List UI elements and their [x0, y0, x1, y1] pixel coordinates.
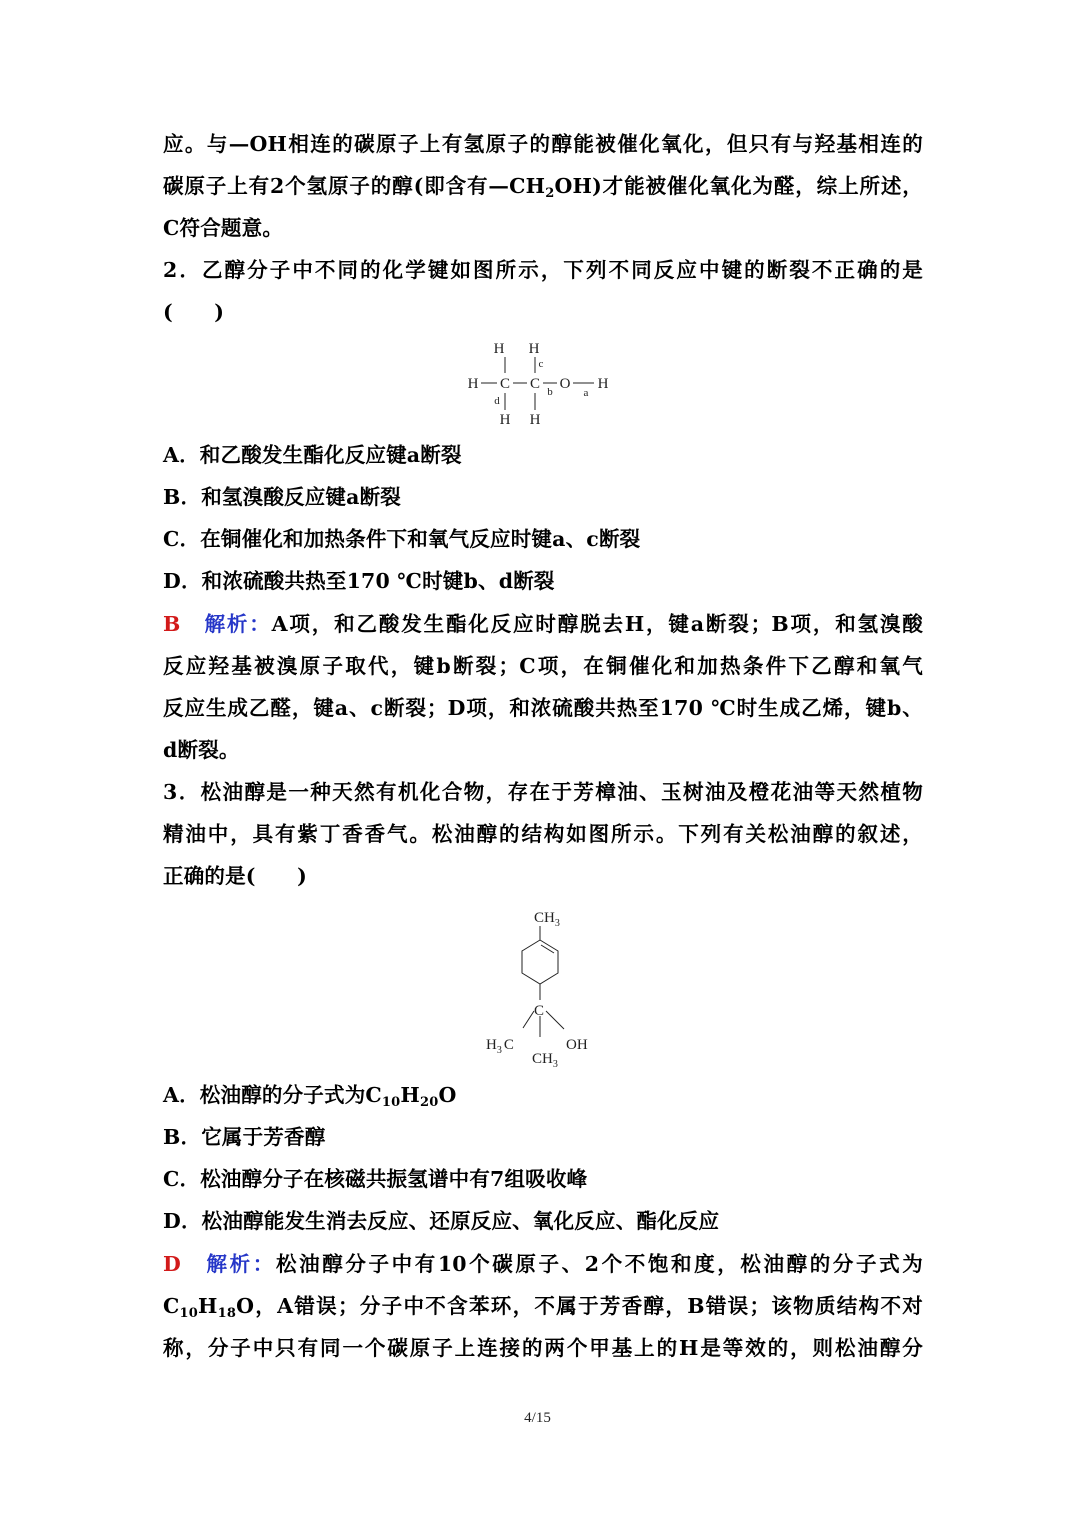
intro-line-2: 碳原子上有2个氢原子的醇(即含有$—CH_2OH$)才能被催化氧化为醛，综上所述， [163, 174, 923, 201]
q2-answer: B [163, 612, 181, 636]
q2-option-c: C．在铜催化和加热条件下和氧气反应时键a、c断裂 [163, 527, 641, 551]
bond-label-c: c [538, 358, 544, 370]
terpineol-structure-figure [480, 900, 600, 1072]
q2-analysis-line-2: 反应羟基被溴原子取代，键b断裂；C项，在铜催化和加热条件下乙醇和氧气 [163, 654, 923, 678]
q2-stem-line-1: 2．乙醇分子中不同的化学键如图所示，下列不同反应中键的断裂不正确的是 [163, 258, 923, 282]
q2-option-b: B．和氢溴酸反应键a断裂 [163, 485, 402, 509]
atom-o: O [559, 376, 571, 392]
left-methyl-label: $H_3$ C [486, 1037, 514, 1056]
bond-label-b: b [547, 386, 553, 398]
q2-analysis-line-4: d断裂。 [163, 738, 240, 762]
q2-option-a: A．和乙酸发生酯化反应键a断裂 [163, 443, 462, 467]
intro-line-3: C符合题意。 [163, 216, 284, 240]
atom-h-bottom-right: H [529, 412, 541, 428]
bond-label-d: d [494, 395, 500, 407]
q2-analysis-line-3: 反应生成乙醛，键a、c断裂；D项，和浓硫酸共热至170 ℃时生成乙烯，键b、 [163, 696, 923, 720]
atom-h-left: H [467, 376, 479, 392]
q3-option-b: B．它属于芳香醇 [163, 1125, 326, 1149]
q2-analysis-label: 解析： [204, 612, 272, 636]
atom-h-top-left: H [493, 341, 505, 357]
q2-stem-line-2: ( ) [163, 300, 225, 324]
q3-analysis-label: 解析： [206, 1252, 276, 1276]
hydroxyl-label: OH [566, 1037, 588, 1053]
page-number: 4/15 [524, 1410, 551, 1426]
q3-analysis-line-2: $C_{10}H_{18}O$，A错误；分子中不含苯环，不属于芳香醇，B错误；该物质结构不对 [163, 1294, 923, 1321]
atom-h-bottom-left: H [499, 412, 511, 428]
q3-analysis-line-3: 称，分子中只有同一个碳原子上连接的两个甲基上的H是等效的，则松油醇分 [163, 1336, 923, 1360]
atom-c2: C [529, 376, 541, 392]
central-carbon-label: C [534, 1003, 545, 1019]
atom-h-right: H [597, 376, 609, 392]
q3-option-a: A．松油醇的分子式为$C_{10}H_{20}O$ [163, 1083, 457, 1110]
atom-h-top-right: H [528, 341, 540, 357]
bottom-methyl-label: $CH_3$ [532, 1051, 558, 1070]
q3-stem-line-3: 正确的是( ) [163, 864, 307, 888]
atom-c1: C [499, 376, 511, 392]
ethanol-structure-figure [460, 335, 620, 430]
top-methyl-label: $CH_3$ [534, 910, 560, 929]
q3-stem-line-2: 精油中，具有紫丁香香气。松油醇的结构如图所示。下列有关松油醇的叙述， [163, 822, 923, 846]
q3-analysis-line-1: D 解析：松油醇分子中有10个碳原子、2个不饱和度，松油醇的分子式为 [163, 1252, 924, 1276]
q2-analysis-line-1: B 解析：A项，和乙酸发生酯化反应时醇脱去H，键a断裂；B项，和氢溴酸 [163, 612, 924, 636]
q3-stem-line-1: 3．松油醇是一种天然有机化合物，存在于芳樟油、玉树油及橙花油等天然植物 [163, 780, 923, 804]
q3-option-d: D．松油醇能发生消去反应、还原反应、氧化反应、酯化反应 [163, 1209, 720, 1233]
bond-label-a: a [583, 387, 589, 399]
q3-option-c: C．松油醇分子在核磁共振氢谱中有7组吸收峰 [163, 1167, 588, 1191]
q2-option-d: D．和浓硫酸共热至170 ℃时键b、d断裂 [163, 569, 555, 593]
intro-line-1: 应。与—OH相连的碳原子上有氢原子的醇能被催化氧化，但只有与羟基相连的 [163, 132, 923, 156]
ring-bonds [522, 926, 564, 1037]
q3-answer: D [163, 1252, 181, 1276]
